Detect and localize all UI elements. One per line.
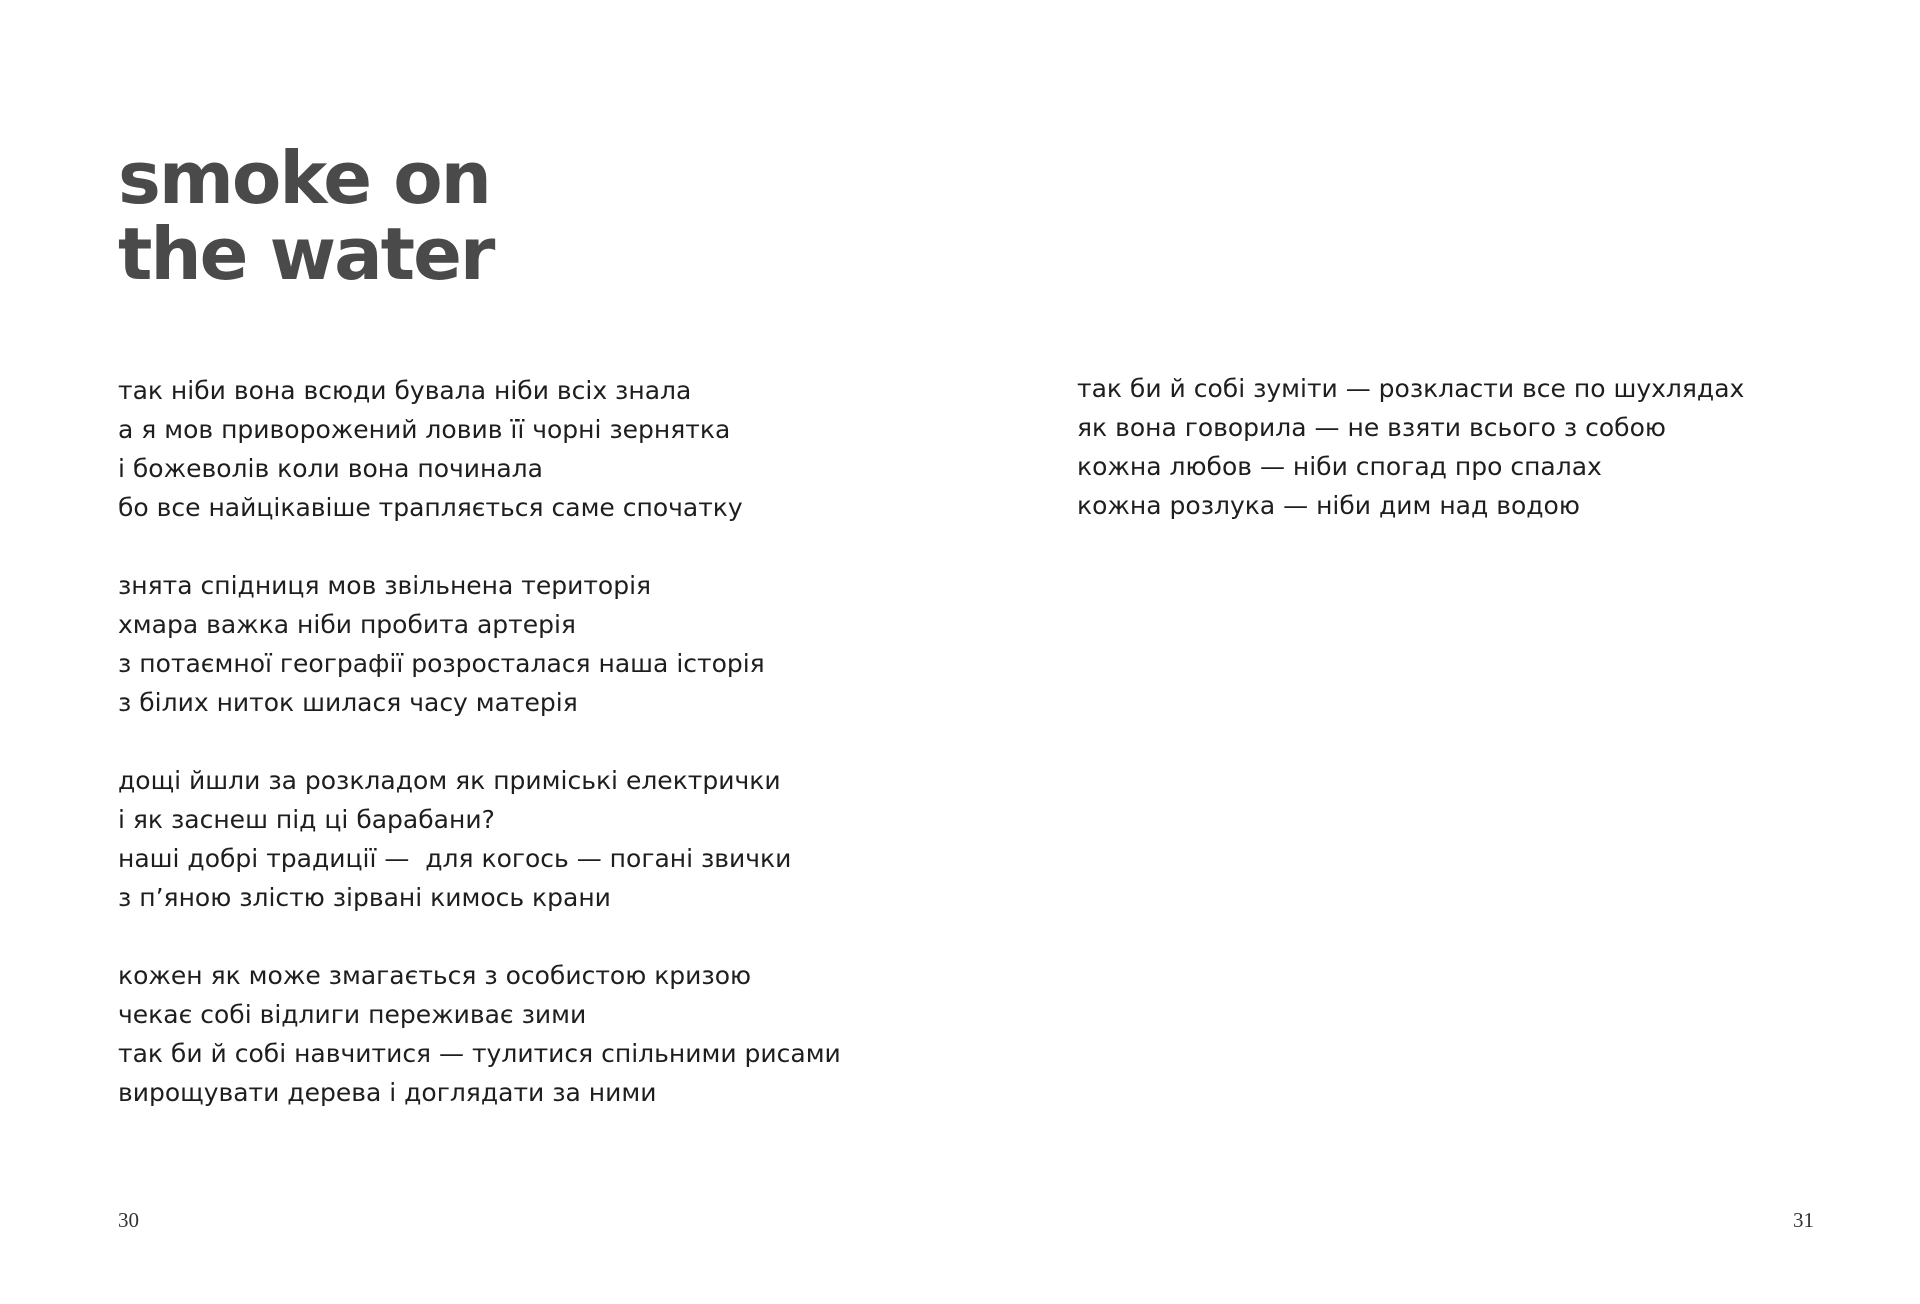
verse-line: а я мов приворожений ловив її чорні зернятка bbox=[118, 415, 731, 444]
poem-title-line-1: smoke on bbox=[118, 136, 490, 220]
verse-line: вирощувати дерева і доглядати за ними bbox=[118, 1078, 657, 1107]
stanza bbox=[118, 956, 878, 1112]
verse-line: наші добрі традиції — для когось — погані звички bbox=[118, 844, 792, 873]
verse-line: з білих ниток шилася часу матерія bbox=[118, 688, 578, 717]
page-number-left: 30 bbox=[118, 1208, 139, 1232]
verse-line: знята спідниця мов звільнена територія bbox=[118, 571, 652, 600]
verse-line: дощі йшли за розкладом як приміські електрички bbox=[118, 766, 781, 795]
verse-line: кожна любов — ніби спогад про спалах bbox=[1077, 452, 1602, 481]
verse-line: так би й собі навчитися — тулитися спільними рисами bbox=[118, 1039, 841, 1068]
verse-line: так ніби вона всюди бувала ніби всіх знала bbox=[118, 376, 692, 405]
verse-line: як вона говорила — не взяти всього з собою bbox=[1077, 413, 1666, 442]
verse-line: так би й собі зуміти — розкласти все по шухлядах bbox=[1077, 374, 1745, 403]
verse-line: бо все найцікавіше трапляється саме спочатку bbox=[118, 493, 743, 522]
verse-line: кожен як може змагається з особистою кризою bbox=[118, 961, 752, 990]
verse-line: чекає собі відлиги переживає зими bbox=[118, 1000, 587, 1029]
stanza bbox=[118, 566, 878, 722]
stanza bbox=[118, 761, 878, 917]
verse-line: хмара важка ніби пробита артерія bbox=[118, 610, 576, 639]
page-number-right: 31 bbox=[1793, 1208, 1814, 1232]
verse-line: і як заснеш під ці барабани? bbox=[118, 805, 495, 834]
poem-title-line-2: the water bbox=[118, 212, 494, 296]
verse-line: і божеволів коли вона починала bbox=[118, 454, 543, 483]
verse-line: з потаємної географії розросталася наша історія bbox=[118, 649, 765, 678]
verse-line: з п’яною злістю зірвані кимось крани bbox=[118, 883, 611, 912]
verse-line: кожна розлука — ніби дим над водою bbox=[1077, 491, 1580, 520]
stanza bbox=[1077, 369, 1837, 525]
left-page-text bbox=[118, 371, 878, 1151]
right-page-text bbox=[1077, 369, 1837, 564]
poem-title bbox=[118, 136, 494, 296]
stanza bbox=[118, 371, 878, 527]
